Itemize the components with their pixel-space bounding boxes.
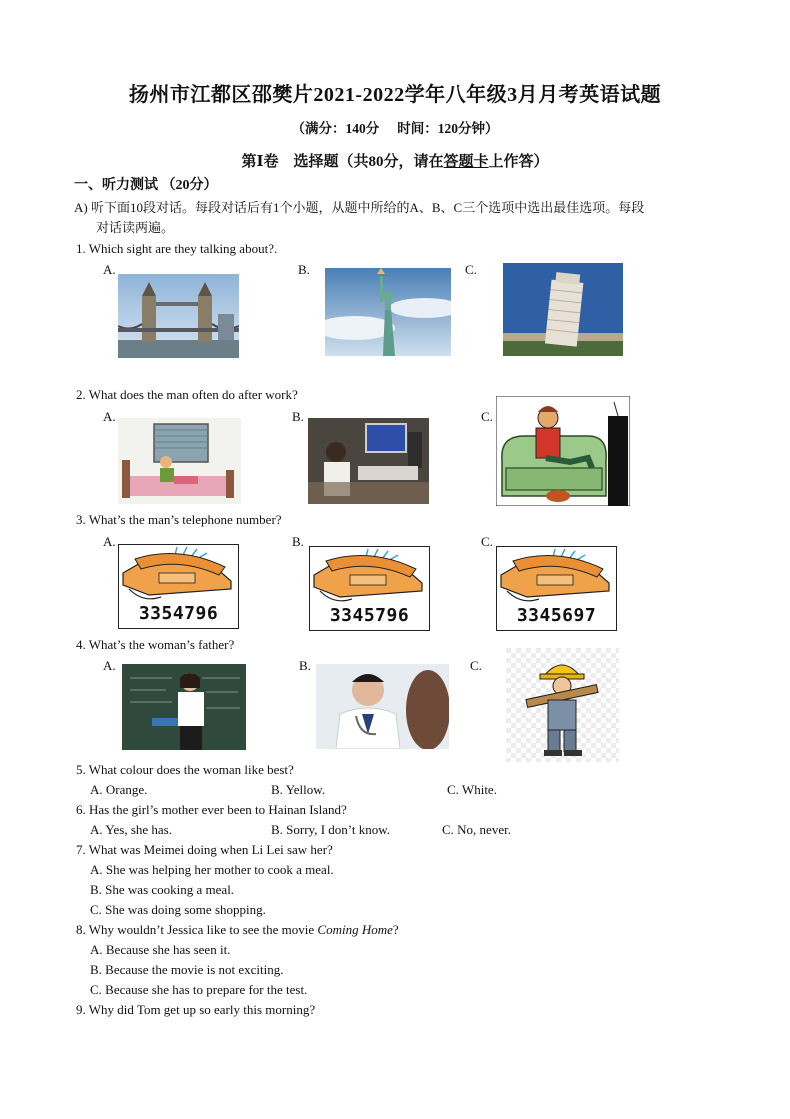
q4-option-b: B. [299,658,311,673]
q2-option-c: C. [481,409,493,424]
part-heading: 一、听力测试 （20分） [74,178,218,193]
movie-title: Coming Home [317,922,393,937]
phone-card-b[interactable] [309,546,430,631]
worker-cartoon[interactable] [506,648,619,762]
q3-option-b: B. [292,534,304,549]
q2-option-a: A. [103,409,116,424]
doctor-photo[interactable] [316,664,449,749]
q1-option-a: A. [103,262,116,277]
question-1: 1. Which sight are they talking about?. [76,241,278,256]
question-9: 9. Why did Tom get up so early this morning? [76,1002,316,1017]
q1-option-b: B. [298,262,310,277]
q8-option-c[interactable]: C. Because she has to prepare for the test. [90,982,308,997]
telephone-icon [310,547,429,607]
q1-option-c: C. [465,262,477,277]
q4-option-a: A. [103,658,116,673]
exam-info [0,117,790,137]
q4-option-c: C. [470,658,482,673]
instruction-line-1: A) 听下面10段对话。每段对话后有1个小题，从题中所给的A、B、C三个选项中选出最佳选项。每段 [74,200,645,215]
full-score: （满分：140分 [291,121,380,136]
question-6: 6. Has the girl’s mother ever been to Hainan Island? [76,802,347,817]
question-3: 3. What’s the man’s telephone number? [76,512,282,527]
telephone-icon [497,547,616,607]
q6-option-c[interactable]: C. No, never. [442,822,511,837]
phone-number-c: 3345697 [516,605,597,626]
q5-option-c[interactable]: C. White. [447,782,497,797]
phone-card-a[interactable] [118,544,239,629]
sofa-tv-cartoon[interactable] [496,396,630,506]
question-8: 8. Why wouldn’t Jessica like to see the movie Coming Home? [76,922,399,937]
q2-option-b: B. [292,409,304,424]
q5-option-a[interactable]: A. Orange. [90,782,148,797]
teacher-photo[interactable] [122,664,246,750]
section-heading: 第Ⅰ卷 选择题（共80分，请在答题卡上作答） [241,154,549,170]
bedroom-cartoon[interactable] [118,418,241,504]
question-7: 7. What was Meimei doing when Li Lei saw her? [76,842,333,857]
q6-option-b[interactable]: B. Sorry, I don’t know. [271,822,391,837]
q8-option-b[interactable]: B. Because the movie is not exciting. [90,962,284,977]
question-5: 5. What colour does the woman like best? [76,762,294,777]
phone-number-b: 3345796 [329,605,410,626]
q3-option-c: C. [481,534,493,549]
telephone-icon [119,545,238,605]
q5-option-b[interactable]: B. Yellow. [271,782,326,797]
question-4: 4. What’s the woman’s father? [76,637,235,652]
q6-option-a[interactable]: A. Yes, she has. [90,822,172,837]
tower-bridge-photo[interactable] [118,274,239,358]
page-title: 扬州市江都区邵樊片2021-2022学年八年级3月月考英语试题 [128,84,662,106]
q3-option-a: A. [103,534,116,549]
leaning-tower-photo[interactable] [503,263,623,356]
computer-user-photo[interactable] [308,418,429,504]
question-2: 2. What does the man often do after work? [76,387,298,402]
time-limit: 时间：120分钟） [397,121,499,136]
instruction-line-2: 对话读两遍。 [96,220,175,235]
q7-option-a[interactable]: A. She was helping her mother to cook a meal. [90,862,334,877]
statue-of-liberty-photo[interactable] [325,268,451,356]
phone-number-a: 3354796 [138,603,219,624]
q8-option-a[interactable]: A. Because she has seen it. [90,942,231,957]
q7-option-b[interactable]: B. She was cooking a meal. [90,882,235,897]
phone-card-c[interactable] [496,546,617,631]
q7-option-c[interactable]: C. She was doing some shopping. [90,902,266,917]
